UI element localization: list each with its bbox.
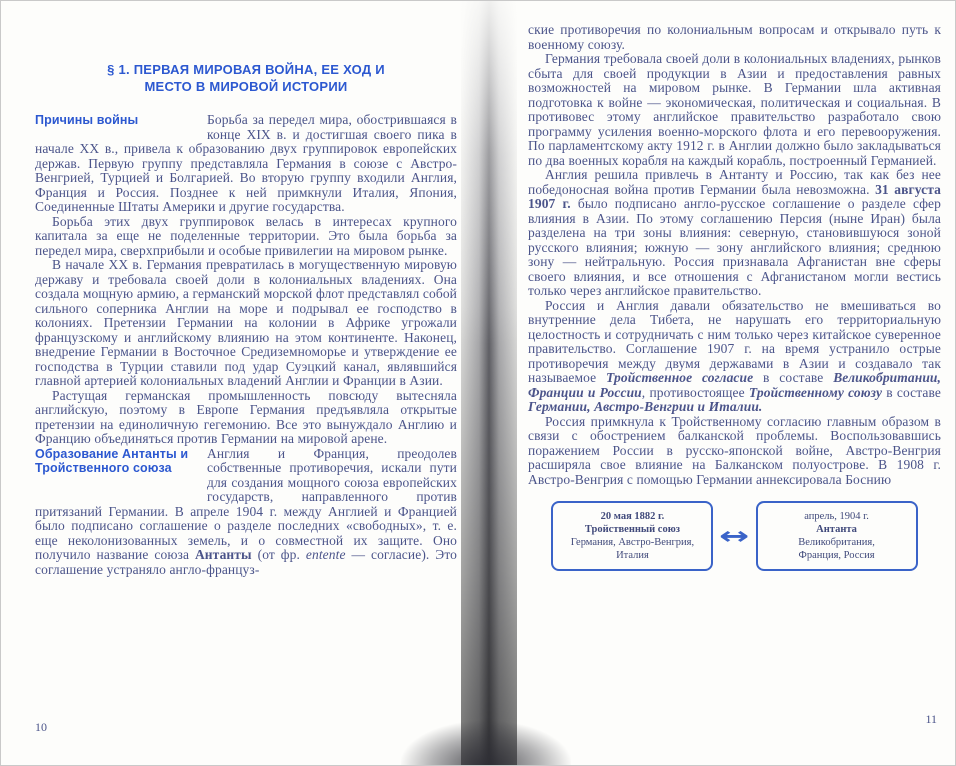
timeline-box-line: апрель, 1904 г.: [804, 511, 869, 522]
text-segment: Германии, Австро-Венгрии и Италии.: [528, 399, 763, 414]
text-segment: Россия примкнула к Тройственному согласию главным образом в связи с обострением балканской проблемы. Воспользовавшись поражением России в русско-японской войне, Австро-Венгрия расширяла свое влияние на Балканском полуострове. В 1908 г. Австро-Венгрия с помощью Германии аннексировала Боснию: [528, 413, 941, 487]
chapter-heading-line2: МЕСТО В МИРОВОЙ ИСТОРИИ: [144, 79, 348, 94]
timeline-box-line: Франция, Россия: [798, 550, 875, 561]
right-page-text: [528, 23, 941, 487]
text-segment: Россия и Англия давали обязательство не вмешиваться во внутренние дела Тибета, не нарушать его территориальную целостность и сотрудничать с ним только через китайское суверенное правительство. Соглашение 1907 г. на время устранило острые противоречия между двумя державами в Азии и создавало так называемое: [528, 297, 941, 385]
paragraph: [528, 52, 941, 168]
text-segment: Англия решила привлечь в Антанту и Россию, так как без нее победоносная война против Германии была невозможна.: [528, 167, 941, 197]
double-arrow-icon: ↔: [719, 522, 750, 550]
runin-section-heading: Образование Антанты и Тройственного союза: [35, 446, 189, 475]
text-segment: в составе: [753, 370, 834, 385]
text-segment: (от фр.: [251, 547, 306, 562]
chapter-heading: [35, 61, 457, 95]
paragraph: [35, 447, 457, 578]
book-spine: [461, 1, 517, 765]
timeline-box-triple-alliance: [551, 501, 713, 571]
text-segment: Великобритании, Франции и России: [528, 370, 942, 400]
paragraph: [528, 299, 941, 415]
right-page-number: 11: [925, 712, 937, 726]
timeline-diagram: [528, 501, 941, 571]
paragraph: [528, 415, 941, 488]
text-segment: entente: [305, 547, 346, 562]
text-segment: Антанты: [194, 547, 252, 562]
timeline-box-line: Германия, Австро-Венгрия,: [570, 537, 695, 548]
text-segment: Англия и Франция, преодолев собственные противоречия, искали пути для создания мощного союза европейских государств, направленного против притязаний Германии. В апреле 1904 г. между Англией и Францией было подписано соглашение о разделе последних «свободных», т. е. еще неколонизованных земель, и о совместной их защите. Оно получило название союза: [35, 445, 457, 562]
paragraph: [35, 215, 457, 259]
spine-bottom-shadow: [401, 721, 571, 765]
text-segment: Германия требовала своей доли в колониальных владениях, рынков сбыта для своей продукции в Азии и предоставления равных возможностей на мировом рынке. В Германии шла активная подготовка к войне — экономическая, политическая и социальная. В противовес этому английское правительство разработало свою программу усиления военно-морского флота и его перевооружения. По парламентскому акту 1912 г. в Англии должно было закладываться по два военных корабля на каждый корабль, построенный Германией.: [528, 51, 941, 168]
runin-section-heading: Причины войны: [35, 113, 139, 127]
text-segment: Растущая германская промышленность повсюду вытесняла английскую, поэтому в Европе Германия предъявляла открытые претензии на единоличную гегемонию. Все это вынуждало Англию и Францию объединяться против Германии на мировой арене.: [35, 387, 457, 446]
timeline-box-line: Италия: [616, 550, 649, 561]
timeline-box-line: Антанта: [816, 524, 857, 535]
text-segment: — согласие). Это соглашение устраняло англо-француз-: [35, 547, 457, 577]
text-segment: Борьба за передел мира, обострившаяся в конце XIX в. и достигшая своего пика в начале XX в., привела к образованию двух группировок европейских держав. Первую группу представляла Германия в союзе с Австро-Венгрией, Турцией и Болгарией. Во вторую группу входили Англия, Франция и Россия. Позднее к ней примкнули Италия, Япония, Соединенные Штаты Америки и другие государства.: [35, 112, 457, 214]
timeline-box-line: 20 мая 1882 г.: [600, 511, 665, 522]
paragraph: [528, 23, 941, 52]
text-segment: Борьба этих двух группировок велась в интересах крупного капитала за еще не поделенные территории. Это была борьба за передел мира, сверхприбыли и особые привилегии на мировом рынке.: [35, 213, 457, 258]
chapter-heading-line1: § 1. ПЕРВАЯ МИРОВАЯ ВОЙНА, ЕЕ ХОД И: [107, 62, 385, 77]
text-segment: 31 августа 1907 г.: [528, 181, 941, 211]
left-page-number: 10: [35, 720, 47, 734]
text-segment: в составе: [882, 384, 942, 400]
text-segment: В начале XX в. Германия превратилась в могущественную мировую державу и требовала своей доли в колониальных владениях. Она создала мощную армию, а германский морской флот представлял собой сильного соперника Англии на море и подрывал ее господство в колониях. Претензии Германии на колонии в Африке угрожали французскому и английскому влиянию на этом континенте. Наконец, внедрение Германии в Восточное Средиземноморье и утверждение ее господства в Турции ставили под удар Суэцкий канал, являвшийся главной артерией колониальных владений Англии и Франции в Азии.: [35, 257, 457, 388]
text-segment: было подписано англо-русское соглашение о разделе сфер влияния в Азии. По этому соглашению Персия (ныне Иран) была разделена на три зоны влияния: северную, становившуюся зоной русского влияния; южную — зону английского влияния; среднюю зону — нейтральную. Россия признавала Афганистан вне сферы своего влияния, и все отношения с Афганистаном могли вестись только через английское правительство.: [528, 196, 941, 298]
timeline-box-line: Тройственный союз: [584, 524, 680, 535]
paragraph: [528, 168, 941, 299]
paragraph: [35, 113, 457, 215]
text-segment: ские противоречия по колониальным вопросам и открывало путь к военному союзу.: [528, 22, 941, 52]
right-page: [479, 1, 956, 765]
timeline-box-entente: [756, 501, 918, 571]
left-page: [1, 1, 479, 765]
timeline-box-line: Великобритания,: [798, 537, 875, 548]
left-page-text: [35, 113, 457, 577]
paragraph: [35, 258, 457, 389]
text-segment: Тройственное согласие: [606, 370, 754, 385]
text-segment: , противостоящее: [641, 384, 749, 400]
paragraph: [35, 389, 457, 447]
text-segment: Тройственному союзу: [748, 384, 883, 400]
